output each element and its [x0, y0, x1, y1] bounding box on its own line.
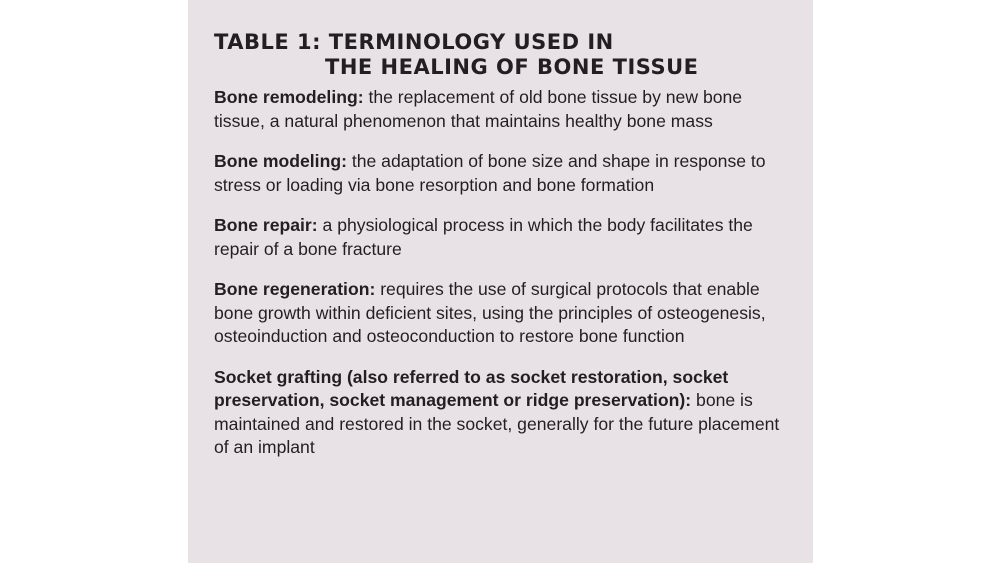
entry-term: Bone remodeling: — [214, 87, 364, 107]
entry-definition: the replacement of old bone tissue by new bone tissue, a natural phenomenon that maintains healthy bone mass — [214, 87, 743, 131]
entry-term: Bone repair: — [214, 215, 318, 235]
entry-socket-grafting — [214, 366, 789, 460]
table-title-line-1: TABLE 1: TERMINOLOGY USED IN — [214, 30, 614, 54]
entry-bone-regeneration — [214, 278, 789, 349]
table-title-line-2: THE HEALING OF BONE TISSUE — [325, 55, 699, 79]
entry-term: Bone regeneration: — [214, 279, 376, 299]
entry-bone-repair — [214, 214, 789, 261]
entry-term: Socket grafting (also referred to as socket restoration, socket preservation, socket management or ridge preservation): — [214, 366, 729, 410]
entry-definition: the adaptation of bone size and shape in response to stress or loading via bone resorption and bone formation — [214, 151, 766, 195]
table-title — [214, 30, 789, 80]
entry-definition: bone is maintained and restored in the socket, generally for the future placement of an implant — [214, 390, 780, 457]
entry-bone-modeling — [214, 150, 789, 197]
entry-term: Bone modeling: — [214, 151, 347, 171]
entry-definition: requires the use of surgical protocols that enable bone growth within deficient sites, using the principles of osteogenesis, osteoinduction and osteoconduction to restore bone function — [214, 279, 766, 346]
terminology-table-panel — [188, 0, 813, 563]
entry-definition: a physiological process in which the body facilitates the repair of a bone fracture — [214, 215, 753, 259]
entry-bone-remodeling — [214, 86, 789, 133]
